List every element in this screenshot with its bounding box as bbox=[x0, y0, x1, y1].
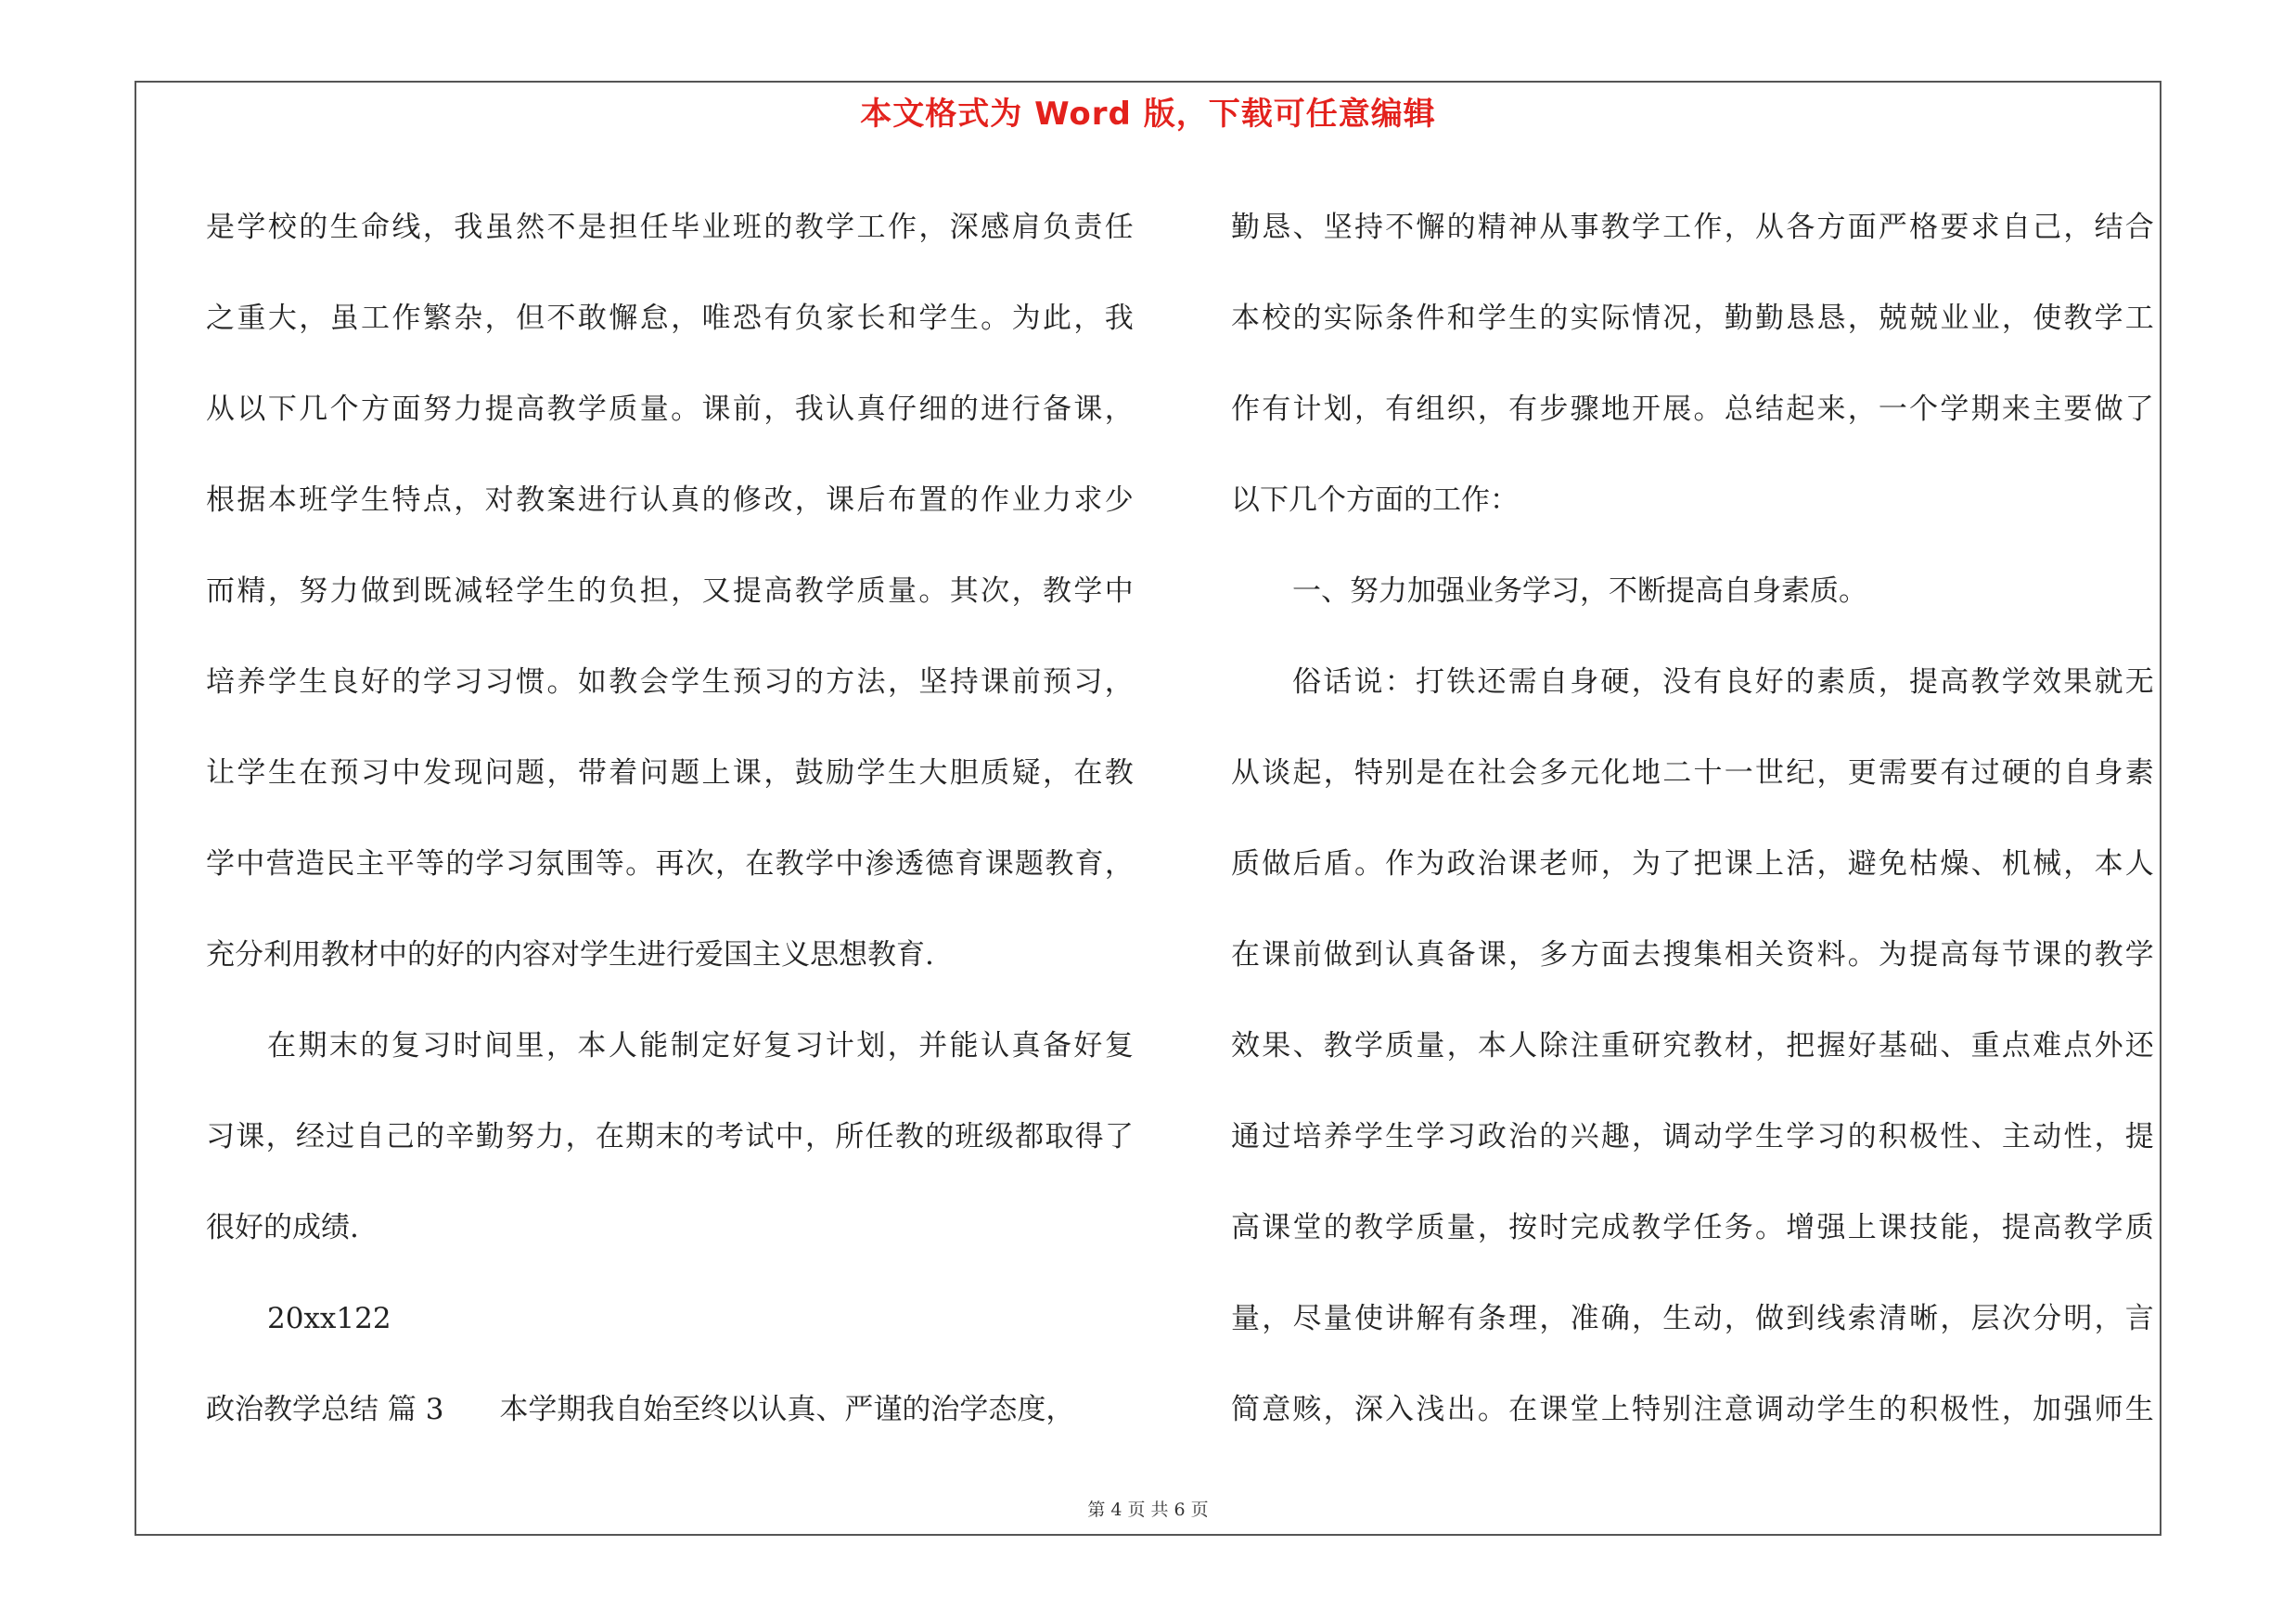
text-line: 勤 恳 、 坚 持 不 懈 的 精 神 从 事 教 学 工 作 ， 从 各 方 面 严 格 要 求 自 己 ， 结 合 bbox=[1231, 211, 2154, 244]
text-line: 根 据 本 班 学 生 特 点 ， 对 教 案 进 行 认 真 的 修 改 ， 课 后 布 置 的 作 业 力 求 少 bbox=[206, 483, 1134, 517]
section-intro: 本学期我自始至终以认真、严谨的治学态度， bbox=[499, 1393, 1075, 1426]
text-line: 学 中 营 造 民 主 平 等 的 学 习 氛 围 等 。 再 次 ， 在 教 学 中 渗 透 德 育 课 题 教 育 ， bbox=[206, 847, 1134, 881]
paragraph-start-line: 俗 话 说 ： 打 铁 还 需 自 身 硬 ， 没 有 良 好 的 素 质 ， 提 高 教 学 效 果 就 无 bbox=[1292, 665, 2154, 699]
section-heading-line bbox=[206, 1364, 1134, 1455]
paragraph-start-line: 在 期 末 的 复 习 时 间 里 ， 本 人 能 制 定 好 复 习 计 划 ， 并 能 认 真 备 好 复 bbox=[267, 1029, 1134, 1063]
text-line: 质 做 后 盾 。 作 为 政 治 课 老 师 ， 为 了 把 课 上 活 ， 避 免 枯 燥 、 机 械 ， 本 人 bbox=[1231, 847, 2154, 881]
text-line: 从 以 下 几 个 方 面 努 力 提 高 教 学 质 量 。 课 前 ， 我 认 真 仔 细 的 进 行 备 课 ， bbox=[206, 393, 1134, 426]
format-banner: 本文格式为 Word 版，下载可任意编辑 bbox=[860, 96, 1436, 133]
text-line: 从 谈 起 ， 特 别 是 在 社 会 多 元 化 地 二 十 一 世 纪 ， 更 需 要 有 过 硬 的 自 身 素 bbox=[1231, 756, 2154, 790]
right-column bbox=[1231, 182, 2154, 1455]
text-line: 充分利用教材中的好的内容对学生进行爱国主义思想教育. bbox=[206, 938, 934, 972]
text-line: 很好的成绩. bbox=[206, 1211, 359, 1244]
left-column bbox=[206, 182, 1134, 1455]
subheading-line: 一、努力加强业务学习，不断提高自身素质。 bbox=[1292, 574, 1867, 608]
text-line: 以下几个方面的工作： bbox=[1231, 483, 1519, 517]
text-line: 通 过 培 养 学 生 学 习 政 治 的 兴 趣 ， 调 动 学 生 学 习 的 积 极 性 、 主 动 性 ， 提 bbox=[1231, 1120, 2154, 1153]
section-title: 政治教学总结 篇 3 bbox=[206, 1393, 444, 1426]
text-line: 效 果 、 教 学 质 量 ， 本 人 除 注 重 研 究 教 材 ， 把 握 好 基 础 、 重 点 难 点 外 还 bbox=[1231, 1029, 2154, 1063]
text-line: 习 课 ， 经 过 自 己 的 辛 勤 努 力 ， 在 期 末 的 考 试 中 ， 所 任 教 的 班 级 都 取 得 了 bbox=[206, 1120, 1134, 1153]
text-line: 在 课 前 做 到 认 真 备 课 ， 多 方 面 去 搜 集 相 关 资 料 。 为 提 高 每 节 课 的 教 学 bbox=[1231, 938, 2154, 972]
text-line: 培 养 学 生 良 好 的 学 习 习 惯 。 如 教 会 学 生 预 习 的 方 法 ， 坚 持 课 前 预 习 ， bbox=[206, 665, 1134, 699]
text-line: 简 意 赅 ， 深 入 浅 出 。 在 课 堂 上 特 别 注 意 调 动 学 生 的 积 极 性 ， 加 强 师 生 bbox=[1231, 1393, 2154, 1426]
text-line: 作 有 计 划 ， 有 组 织 ， 有 步 骤 地 开 展 。 总 结 起 来 ， 一 个 学 期 来 主 要 做 了 bbox=[1231, 393, 2154, 426]
text-line: 而 精 ， 努 力 做 到 既 减 轻 学 生 的 负 担 ， 又 提 高 教 学 质 量 。 其 次 ， 教 学 中 bbox=[206, 574, 1134, 608]
text-line: 本 校 的 实 际 条 件 和 学 生 的 实 际 情 况 ， 勤 勤 恳 恳 ， 兢 兢 业 业 ， 使 教 学 工 bbox=[1231, 302, 2154, 335]
text-line: 是 学 校 的 生 命 线 ， 我 虽 然 不 是 担 任 毕 业 班 的 教 学 工 作 ， 深 感 肩 负 责 任 bbox=[206, 211, 1134, 244]
text-line: 让 学 生 在 预 习 中 发 现 问 题 ， 带 着 问 题 上 课 ， 鼓 励 学 生 大 胆 质 疑 ， 在 教 bbox=[206, 756, 1134, 790]
page-number: 第 4 页 共 6 页 bbox=[1087, 1500, 1209, 1520]
text-line: 高 课 堂 的 教 学 质 量 ， 按 时 完 成 教 学 任 务 。 增 强 上 课 技 能 ， 提 高 教 学 质 bbox=[1231, 1211, 2154, 1244]
text-line: 之 重 大 ， 虽 工 作 繁 杂 ， 但 不 敢 懈 怠 ， 唯 恐 有 负 家 长 和 学 生 。 为 此 ， 我 bbox=[206, 302, 1134, 335]
text-line: 量 ， 尽 量 使 讲 解 有 条 理 ， 准 确 ， 生 动 ， 做 到 线 索 清 晰 ， 层 次 分 明 ， 言 bbox=[1231, 1302, 2154, 1335]
date-line: 20xx122 bbox=[267, 1302, 391, 1335]
